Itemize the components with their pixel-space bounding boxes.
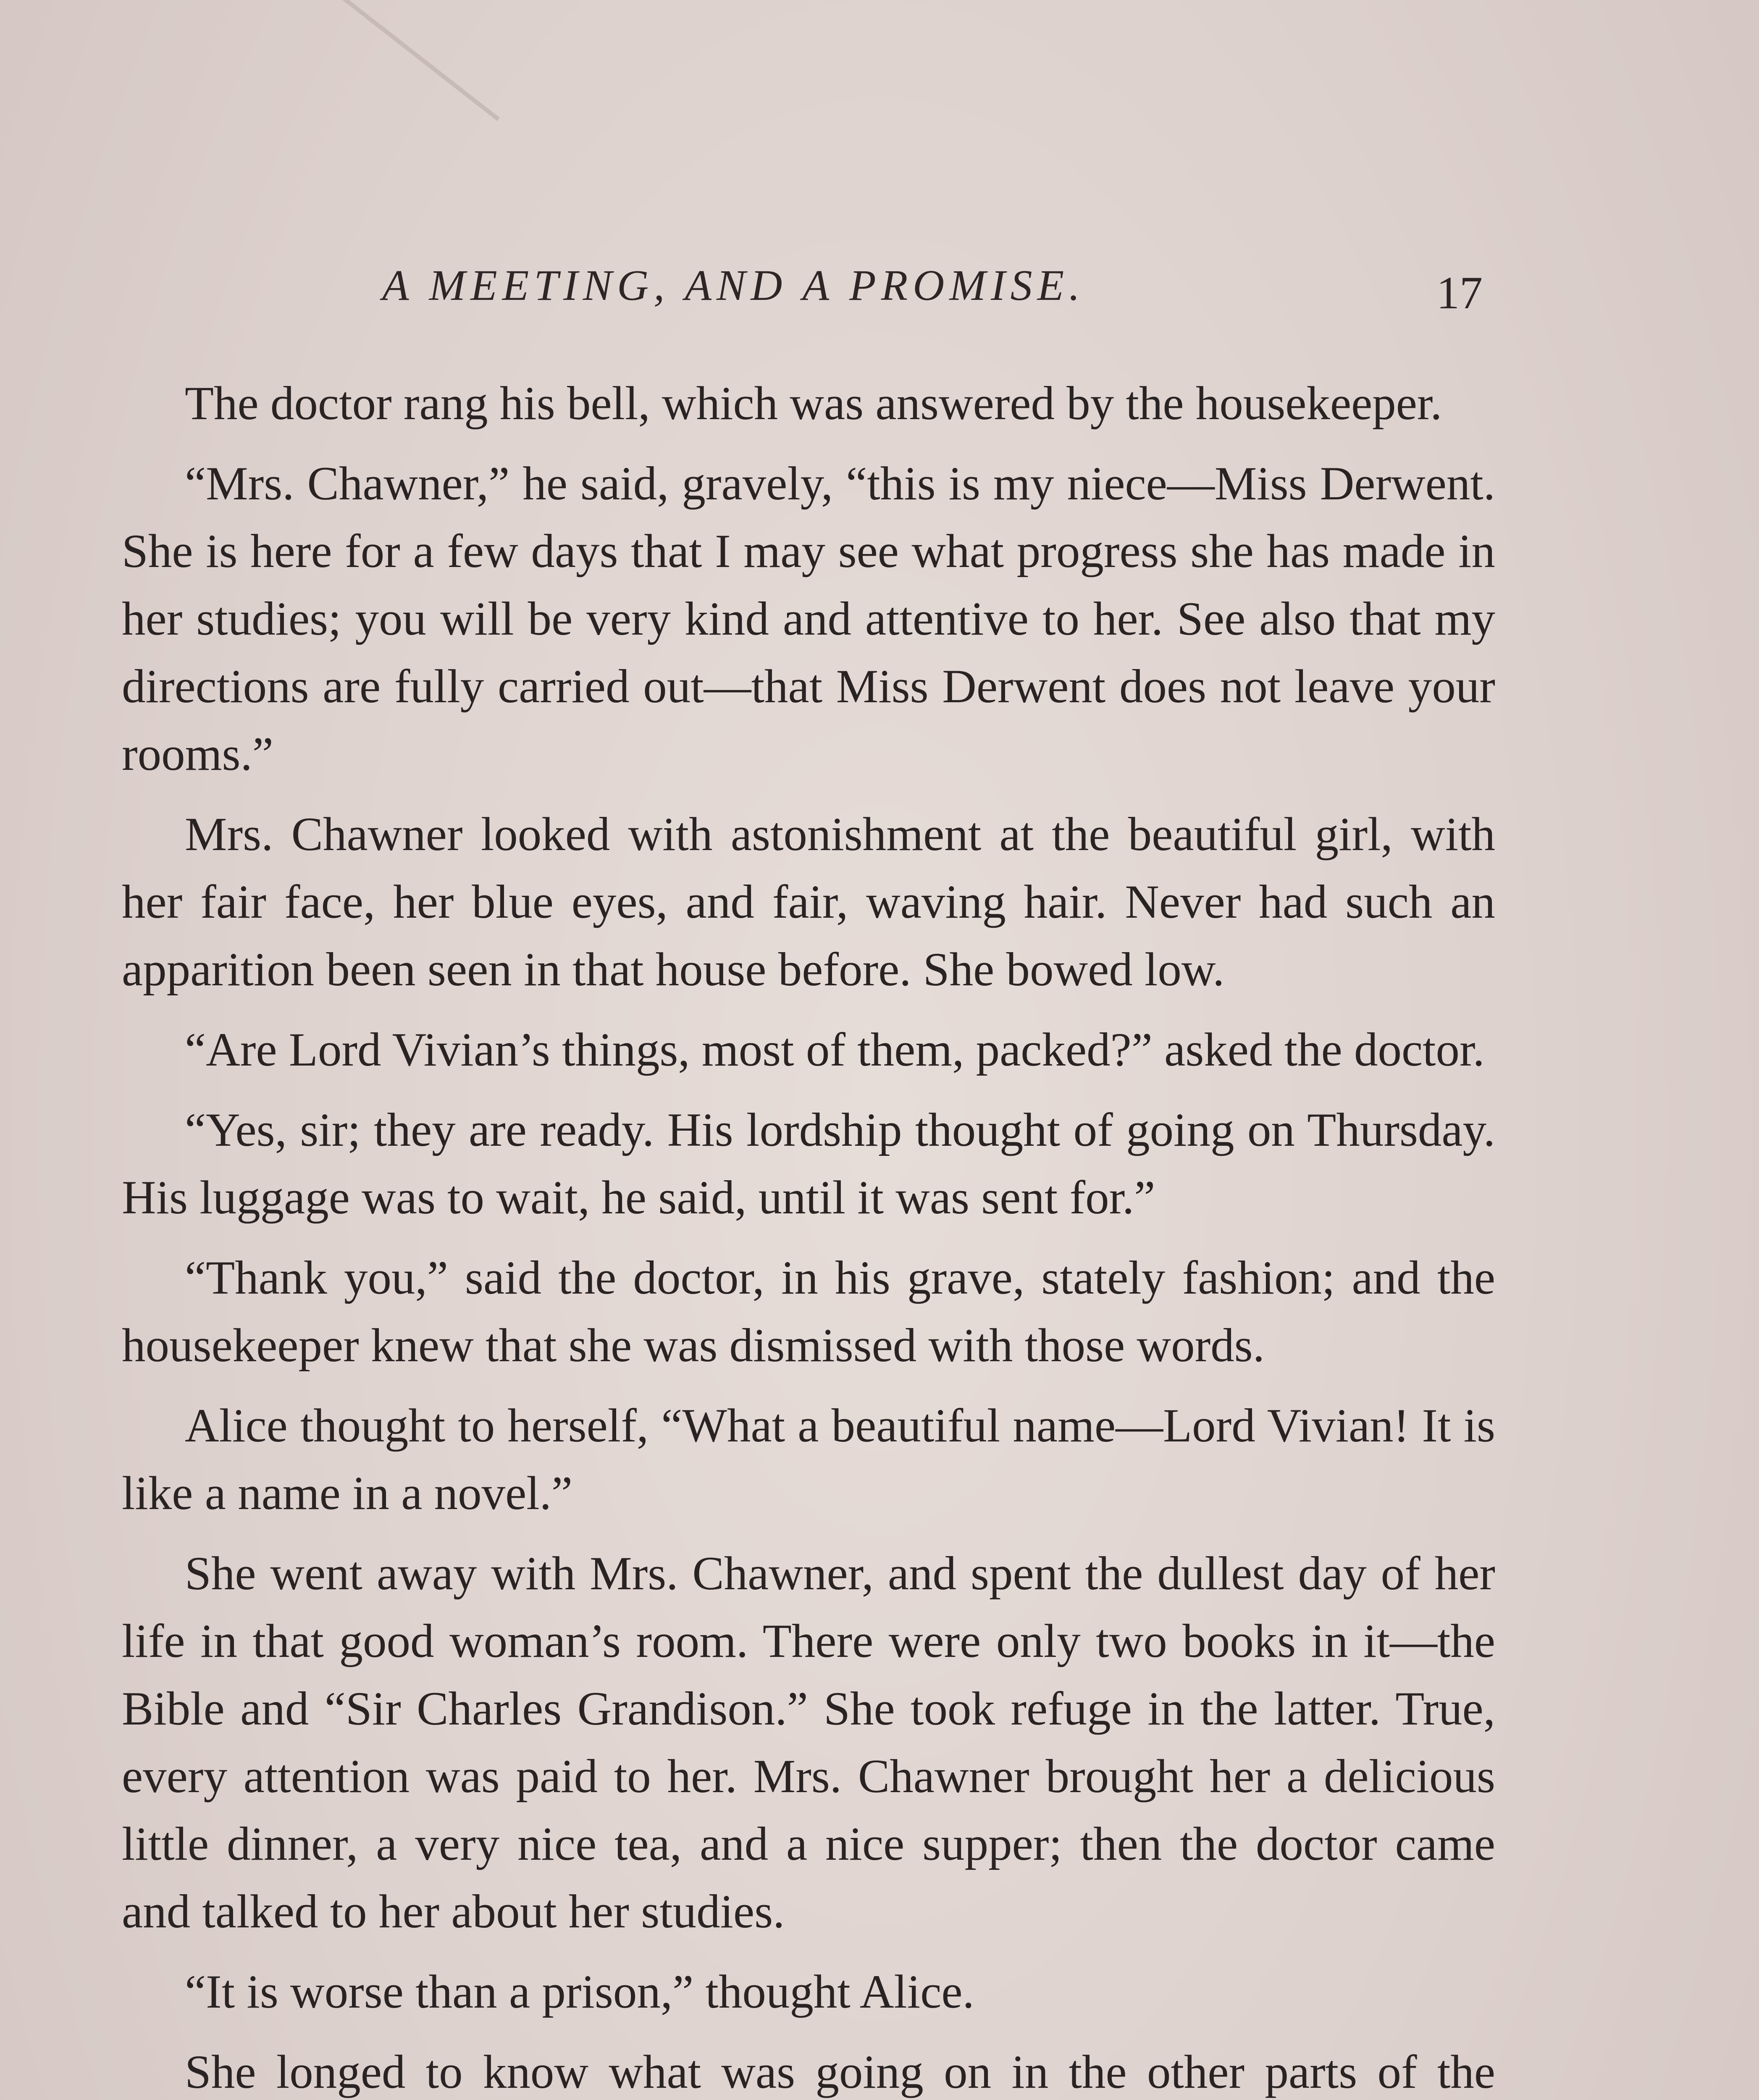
corner-fold-line: [325, 0, 500, 121]
paragraph: The doctor rang his bell, which was answered by the housekeeper.: [185, 377, 1442, 430]
page-number: 17: [1436, 267, 1483, 318]
paragraph: She went away with Mrs. Chawner, and spent the dullest day of her life in that good woman’s room. There were only two books in it—the Bible and “Sir Charles Grandison.” She took refuge in the latter. True, every attention was paid to her. Mrs. Chawner brought her a delicious little dinner, a very nice tea, and a nice supper; then the doctor came and talked to her about her studies.: [122, 1547, 1495, 1938]
paragraph: “It is worse than a prison,” thought Alice.: [185, 1966, 974, 2018]
body-text: [122, 370, 1495, 2100]
paragraph: She longed to know what was going on in the other parts of the: [185, 2046, 1495, 2098]
page-header: [0, 260, 1759, 328]
running-head: A MEETING, AND A PROMISE.: [382, 261, 1085, 310]
paragraph: Alice thought to herself, “What a beautiful name—Lord Vivian! It is like a name in a novel.”: [122, 1399, 1495, 1520]
paragraph: “Thank you,” said the doctor, in his grave, stately fashion; and the housekeeper knew that she was dismissed with those words.: [122, 1252, 1495, 1372]
paragraph: “Are Lord Vivian’s things, most of them, packed?” asked the doctor.: [185, 1024, 1485, 1076]
paragraph: Mrs. Chawner looked with astonishment at the beautiful girl, with her fair face, her blue eyes, and fair, waving hair. Never had such an apparition been seen in that house before. She bowed low.: [122, 808, 1495, 996]
paragraph: “Mrs. Chawner,” he said, gravely, “this is my niece—Miss Derwent. She is here for a few days that I may see what progress she has made in her studies; you will be very kind and attentive to her. See also that my directions are fully carried out—that Miss Derwent does not leave your rooms.”: [122, 457, 1495, 780]
paragraph: “Yes, sir; they are ready. His lordship thought of going on Thursday. His luggage was to wait, he said, until it was sent for.”: [122, 1104, 1495, 1224]
